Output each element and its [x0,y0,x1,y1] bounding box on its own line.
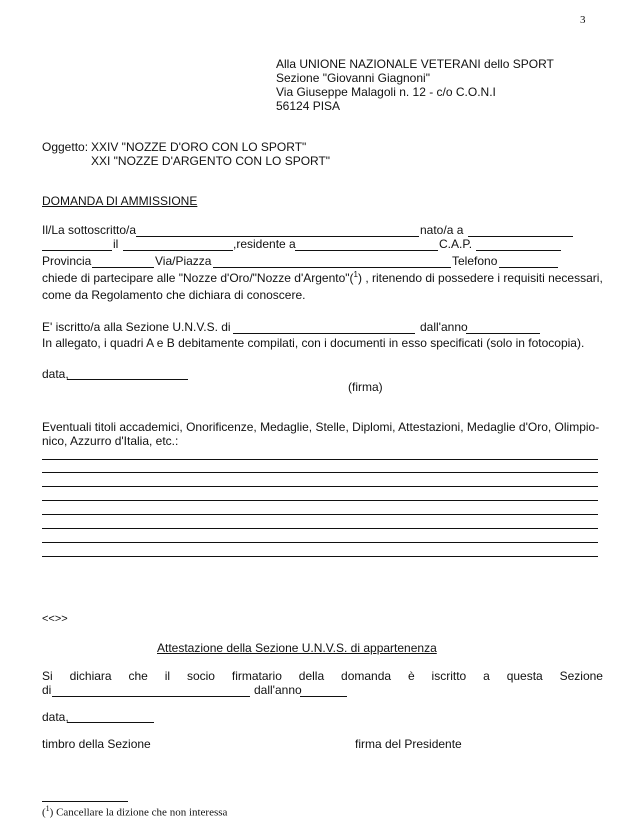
statement-word: Sezione [559,669,603,683]
footnote-text: ) Cancellare la dizione che non interessa [49,806,228,819]
attestation-di-label: di [42,683,52,697]
section-field[interactable] [233,333,415,334]
statement-word: firmatario [231,669,282,683]
attestation-section-field[interactable] [52,696,250,697]
statement-word: il [164,669,171,683]
phone-label: Telefono [452,254,498,268]
titles-line[interactable] [42,556,598,557]
statement-word: questa [506,669,543,683]
titles-line[interactable] [42,514,598,515]
date-label: data, [42,367,69,381]
request-text [42,270,603,285]
signature-label: (firma) [348,380,383,394]
address-line: Alla UNIONE NAZIONALE VETERANI dello SPORT [276,57,554,71]
residence-field[interactable] [295,250,438,251]
enrolled-label: E' iscritto/a alla Sezione U.N.V.S. di [42,320,231,334]
statement-word: iscritto [431,669,467,683]
statement-word: socio [186,669,215,683]
request-text-line2: come da Regolamento che dichiara di conoscere. [42,288,306,302]
born-at-label: nato/a a [420,223,464,237]
address-line: Sezione "Giovanni Giagnoni" [276,71,430,85]
province-field[interactable] [92,267,154,268]
year-field[interactable] [466,333,540,334]
blank-field[interactable] [42,250,112,251]
street-field[interactable] [213,267,451,268]
cap-field[interactable] [476,250,561,251]
footnote-ref: 1 [353,270,358,279]
request-prefix: chiede di partecipare alle "Nozze d'Oro/"Nozze d'Argento"( [42,271,354,285]
address-line: Via Giuseppe Malagoli n. 12 - c/o C.O.N.I [276,85,496,99]
statement-word: a [483,669,490,683]
province-label: Provincia [42,254,92,268]
address-line: 56124 PISA [276,99,341,113]
birthdate-label: il [113,237,119,251]
stamp-label: timbro della Sezione [42,737,151,751]
statement-word: domanda [341,669,392,683]
resident-label: ,residente a [233,237,296,251]
statement-word: Si [42,669,53,683]
statement-word: che [128,669,148,683]
president-signature-label: firma del Presidente [355,737,462,751]
titles-line[interactable] [42,500,598,501]
date-field[interactable] [67,379,188,380]
statement-word: della [298,669,325,683]
birthplace-field[interactable] [468,236,573,237]
attestation-date-label: data, [42,710,69,724]
statement-word: dichiara [69,669,112,683]
attestation-year-label: dall'anno [254,683,302,697]
titles-line[interactable] [42,459,598,460]
footnote-mark: 1 [45,804,50,813]
titles-text: Eventuali titoli accademici, Onorificenze, Medaglie, Stelle, Diplomi, Attestazioni, Medaglie d'Oro, Olimpio- [42,420,600,434]
footnote-rule [42,801,128,802]
attestation-date-field[interactable] [67,722,154,723]
statement-word: è [407,669,415,683]
attestation-year-field[interactable] [300,696,347,697]
titles-line[interactable] [42,486,598,487]
page-number: 3 [580,14,586,26]
birthdate-field[interactable] [123,250,233,251]
attestation-statement [42,669,603,683]
attestation-title: Attestazione della Sezione U.N.V.S. di appartenenza [157,641,437,655]
subject-line: XXIV "NOZZE D'ORO CON LO SPORT" [91,140,307,154]
footnote: ($^1$) Cancellare la dizione che non interessa [42,804,228,819]
subject-label: Oggetto: [42,140,89,154]
attached-text: In allegato, i quadri A e B debitamente compilati, con i documenti in esso specificati (solo in fotocopia). [42,336,585,350]
subject-line: XXI "NOZZE D'ARGENTO CON LO SPORT" [91,154,331,168]
titles-text-line2: nico, Azzurro d'Italia, etc.: [42,434,179,448]
request-suffix: ) , ritenendo di possedere i requisiti necessari, [357,271,603,285]
titles-line[interactable] [42,528,598,529]
year-label: dall'anno [420,320,468,334]
titles-line[interactable] [42,472,598,473]
street-label: Via/Piazza [155,254,212,268]
separator: <<>> [42,613,68,625]
cap-label: C.A.P. [439,237,473,251]
titles-line[interactable] [42,542,598,543]
phone-field[interactable] [499,267,558,268]
undersigned-label: Il/La sottoscritto/a [42,223,137,237]
form-title: DOMANDA DI AMMISSIONE [42,194,198,208]
